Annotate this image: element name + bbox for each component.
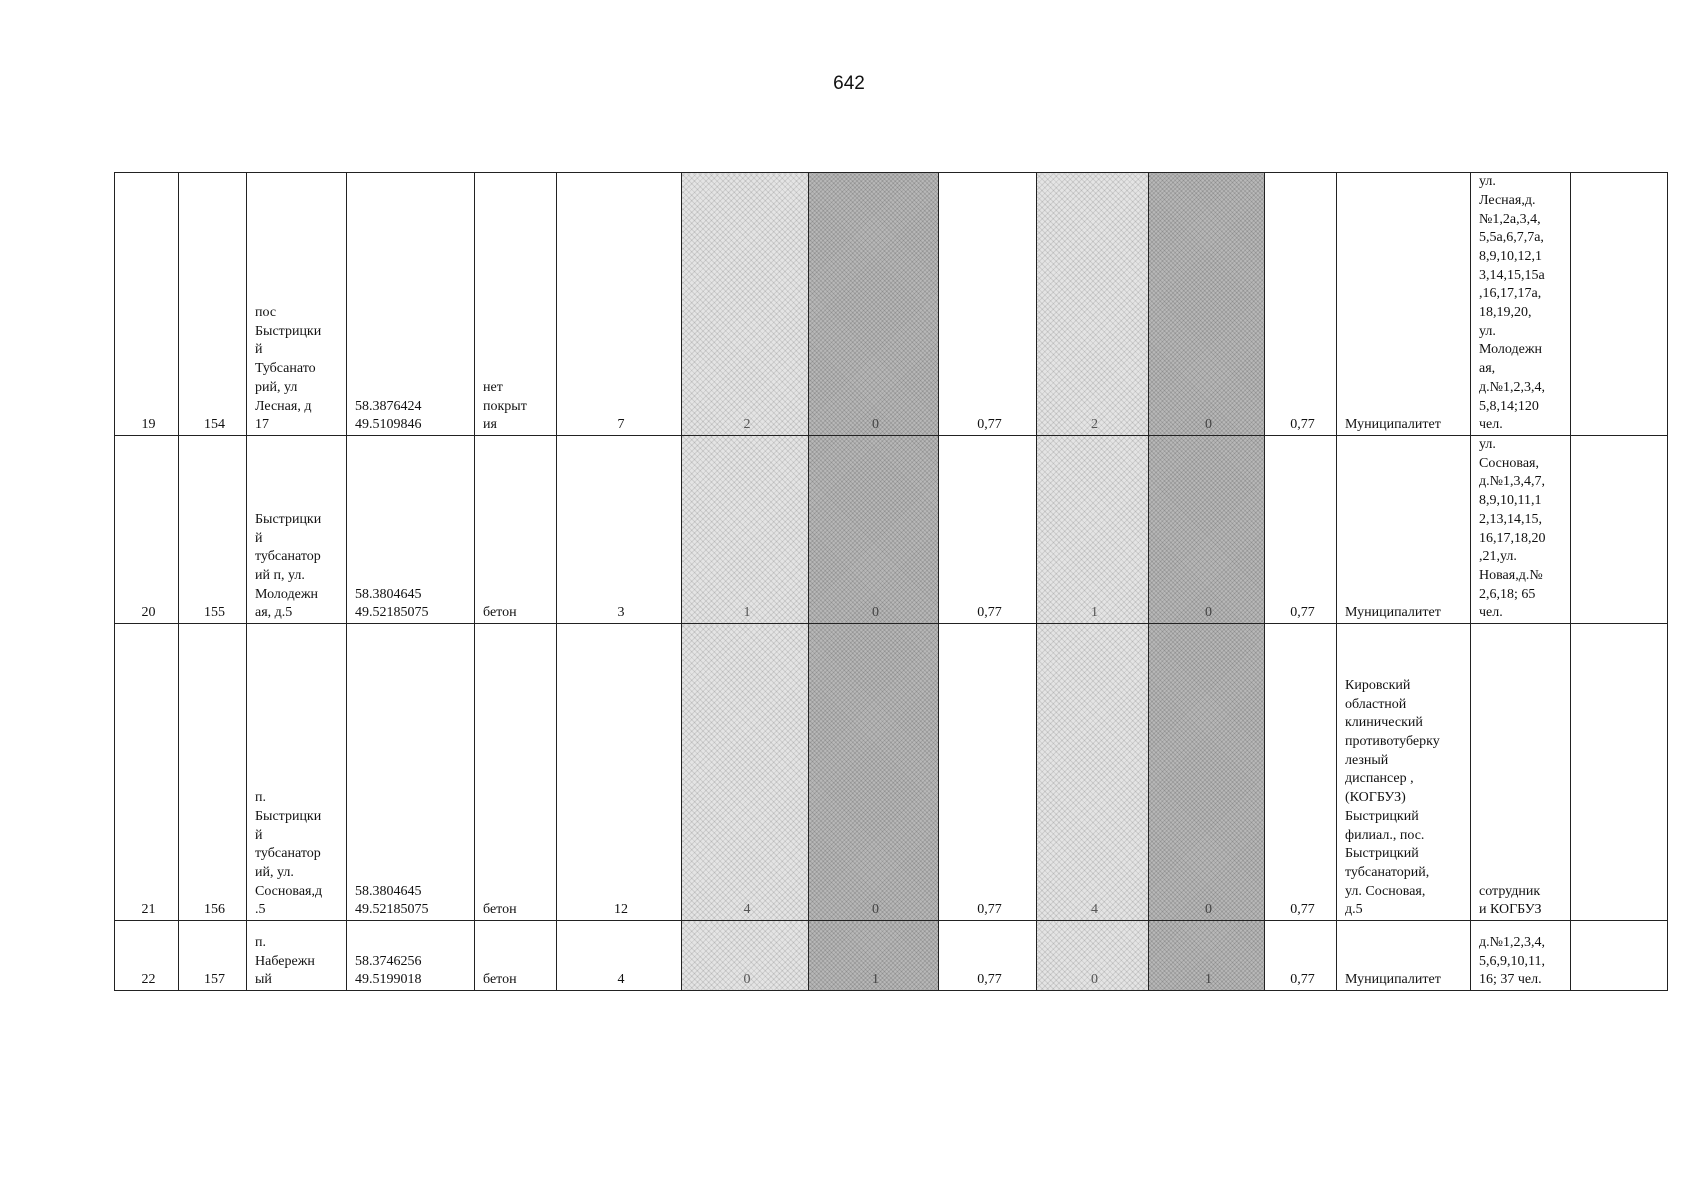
owner-line: клинический xyxy=(1345,715,1423,731)
owner-line: ул. Сосновая, xyxy=(1345,883,1426,899)
address-cell xyxy=(247,921,347,991)
served-line: 8,9,10,12,1 xyxy=(1479,248,1542,264)
owner-line: Быстрицкий xyxy=(1345,846,1419,862)
owner-line: диспансер , xyxy=(1345,771,1414,787)
served-line: чел. xyxy=(1479,605,1503,621)
owner-line: Кировский xyxy=(1345,677,1411,693)
count-cell-4: 0 xyxy=(1149,436,1265,624)
address-line: Быстрицки xyxy=(255,511,322,527)
latitude: 58.3876424 xyxy=(355,398,422,414)
owner-line: Муниципалитет xyxy=(1345,972,1441,988)
served-line: 5,5а,6,7,7а, xyxy=(1479,230,1544,246)
volume-cell-2: 0,77 xyxy=(1265,921,1337,991)
row-number: 22 xyxy=(115,921,179,991)
surface-line: бетон xyxy=(483,902,517,918)
table-row xyxy=(115,624,1668,921)
address-line: 17 xyxy=(255,417,269,433)
owner-line: областной xyxy=(1345,696,1407,712)
site-number: 154 xyxy=(179,173,247,436)
served-line: 16,17,18,20 xyxy=(1479,530,1546,546)
served-cell xyxy=(1471,436,1571,624)
count-cell-2: 0 xyxy=(809,624,939,921)
address-line: й xyxy=(255,827,263,843)
longitude: 49.5109846 xyxy=(355,417,422,433)
longitude: 49.52185075 xyxy=(355,605,429,621)
owner-line: противотуберку xyxy=(1345,734,1440,749)
count-cell-1: 4 xyxy=(682,624,809,921)
address-line: й xyxy=(255,530,263,546)
served-line: №1,2а,3,4, xyxy=(1479,211,1541,227)
volume-cell-1: 0,77 xyxy=(939,624,1037,921)
served-line: Молодежн xyxy=(1479,342,1542,358)
served-line: 3,14,15,15а xyxy=(1479,267,1545,283)
latitude: 58.3804645 xyxy=(355,883,422,899)
surface-cell xyxy=(475,173,557,436)
surface-line: нет xyxy=(483,379,503,395)
area-cell: 12 xyxy=(557,624,682,921)
count-cell-4: 1 xyxy=(1149,921,1265,991)
surface-line: покрыт xyxy=(483,398,527,414)
served-line: чел. xyxy=(1479,417,1503,433)
served-line: Сосновая, xyxy=(1479,455,1539,471)
served-line: ,16,17,17а, xyxy=(1479,286,1542,302)
surface-cell xyxy=(475,921,557,991)
served-line: 16; 37 чел. xyxy=(1479,972,1542,988)
served-line: 2,13,14,15, xyxy=(1479,511,1542,527)
address-line: Лесная, д xyxy=(255,398,312,414)
volume-cell-2: 0,77 xyxy=(1265,173,1337,436)
served-line: 5,6,9,10,11, xyxy=(1479,953,1545,969)
surface-cell xyxy=(475,436,557,624)
owner-line: тубсанаторий, xyxy=(1345,864,1430,880)
table-row xyxy=(115,173,1668,436)
address-cell xyxy=(247,624,347,921)
volume-cell-1: 0,77 xyxy=(939,921,1037,991)
owner-cell xyxy=(1337,436,1471,624)
count-cell-3: 1 xyxy=(1037,436,1149,624)
row-number: 21 xyxy=(115,624,179,921)
volume-cell-1: 0,77 xyxy=(939,173,1037,436)
count-cell-3: 0 xyxy=(1037,921,1149,991)
address-line: Быстрицки xyxy=(255,808,322,824)
count-cell-4: 0 xyxy=(1149,624,1265,921)
served-line: ая, xyxy=(1479,361,1496,377)
owner-line: Муниципалитет xyxy=(1345,417,1441,433)
address-line: рий, ул xyxy=(255,379,298,395)
volume-cell-2: 0,77 xyxy=(1265,436,1337,624)
coordinates-cell xyxy=(347,436,475,624)
address-line: Молодежн xyxy=(255,586,318,602)
empty-cell xyxy=(1571,173,1668,436)
address-line: Быстрицки xyxy=(255,323,322,339)
served-cell xyxy=(1471,624,1571,921)
owner-line: лезный xyxy=(1345,752,1389,768)
longitude: 49.5199018 xyxy=(355,972,422,988)
owner-line: Муниципалитет xyxy=(1345,605,1441,621)
coordinates-cell xyxy=(347,173,475,436)
owner-line: Быстрицкий xyxy=(1345,808,1419,824)
owner-line: (КОГБУЗ) xyxy=(1345,790,1406,806)
owner-cell xyxy=(1337,921,1471,991)
address-line: .5 xyxy=(255,902,266,918)
area-cell: 4 xyxy=(557,921,682,991)
address-line: пос xyxy=(255,305,277,321)
served-line: 5,8,14;120 xyxy=(1479,398,1539,414)
served-line: ул. xyxy=(1479,323,1496,339)
volume-cell-2: 0,77 xyxy=(1265,624,1337,921)
coordinates-cell xyxy=(347,921,475,991)
address-line: Сосновая,д xyxy=(255,883,323,899)
empty-cell xyxy=(1571,921,1668,991)
served-line: д.№1,2,3,4, xyxy=(1479,379,1545,395)
address-line: ый xyxy=(255,972,272,988)
owner-line: д.5 xyxy=(1345,902,1363,918)
row-number: 19 xyxy=(115,173,179,436)
count-cell-4: 0 xyxy=(1149,173,1265,436)
count-cell-1: 2 xyxy=(682,173,809,436)
coordinates-cell xyxy=(347,624,475,921)
row-number: 20 xyxy=(115,436,179,624)
registry-table xyxy=(114,172,1668,991)
served-line: д.№1,3,4,7, xyxy=(1479,474,1545,490)
empty-cell xyxy=(1571,436,1668,624)
address-cell xyxy=(247,173,347,436)
count-cell-1: 1 xyxy=(682,436,809,624)
site-number: 156 xyxy=(179,624,247,921)
owner-cell xyxy=(1337,624,1471,921)
count-cell-3: 2 xyxy=(1037,173,1149,436)
owner-cell xyxy=(1337,173,1471,436)
address-line: п. xyxy=(255,934,266,950)
area-cell: 3 xyxy=(557,436,682,624)
page-number: 642 xyxy=(833,73,865,94)
served-line: 8,9,10,11,1 xyxy=(1479,493,1542,509)
served-line: д.№1,2,3,4, xyxy=(1479,934,1545,950)
served-cell xyxy=(1471,173,1571,436)
table-row xyxy=(115,436,1668,624)
count-cell-2: 1 xyxy=(809,921,939,991)
count-cell-2: 0 xyxy=(809,436,939,624)
address-line: тубсанатор xyxy=(255,549,321,565)
empty-cell xyxy=(1571,624,1668,921)
address-line: Набережн xyxy=(255,953,315,969)
count-cell-3: 4 xyxy=(1037,624,1149,921)
address-line: п. xyxy=(255,790,266,806)
address-line: й xyxy=(255,342,263,358)
served-line: Лесная,д. xyxy=(1479,192,1536,208)
count-cell-2: 0 xyxy=(809,173,939,436)
owner-line: филиал., пос. xyxy=(1345,827,1425,843)
address-line: ий п, ул. xyxy=(255,567,305,583)
address-line: тубсанатор xyxy=(255,846,321,862)
served-line: сотрудник xyxy=(1479,883,1541,899)
served-line: и КОГБУЗ xyxy=(1479,902,1542,918)
count-cell-1: 0 xyxy=(682,921,809,991)
served-line: Новая,д.№ xyxy=(1479,567,1543,583)
surface-line: ия xyxy=(483,417,497,433)
served-line: ул. xyxy=(1479,437,1496,452)
address-line: ая, д.5 xyxy=(255,605,293,621)
area-cell: 7 xyxy=(557,173,682,436)
latitude: 58.3746256 xyxy=(355,953,422,969)
address-line: Тубсанато xyxy=(255,361,316,377)
site-number: 157 xyxy=(179,921,247,991)
served-line: 18,19,20, xyxy=(1479,305,1532,321)
served-line: ул. xyxy=(1479,174,1496,190)
served-line: 2,6,18; 65 xyxy=(1479,586,1536,602)
surface-cell xyxy=(475,624,557,921)
served-cell xyxy=(1471,921,1571,991)
address-cell xyxy=(247,436,347,624)
latitude: 58.3804645 xyxy=(355,586,422,602)
table-row xyxy=(115,921,1668,991)
volume-cell-1: 0,77 xyxy=(939,436,1037,624)
surface-line: бетон xyxy=(483,972,517,988)
site-number: 155 xyxy=(179,436,247,624)
surface-line: бетон xyxy=(483,605,517,621)
address-line: ий, ул. xyxy=(255,864,294,880)
served-line: ,21,ул. xyxy=(1479,549,1517,565)
longitude: 49.52185075 xyxy=(355,902,429,918)
